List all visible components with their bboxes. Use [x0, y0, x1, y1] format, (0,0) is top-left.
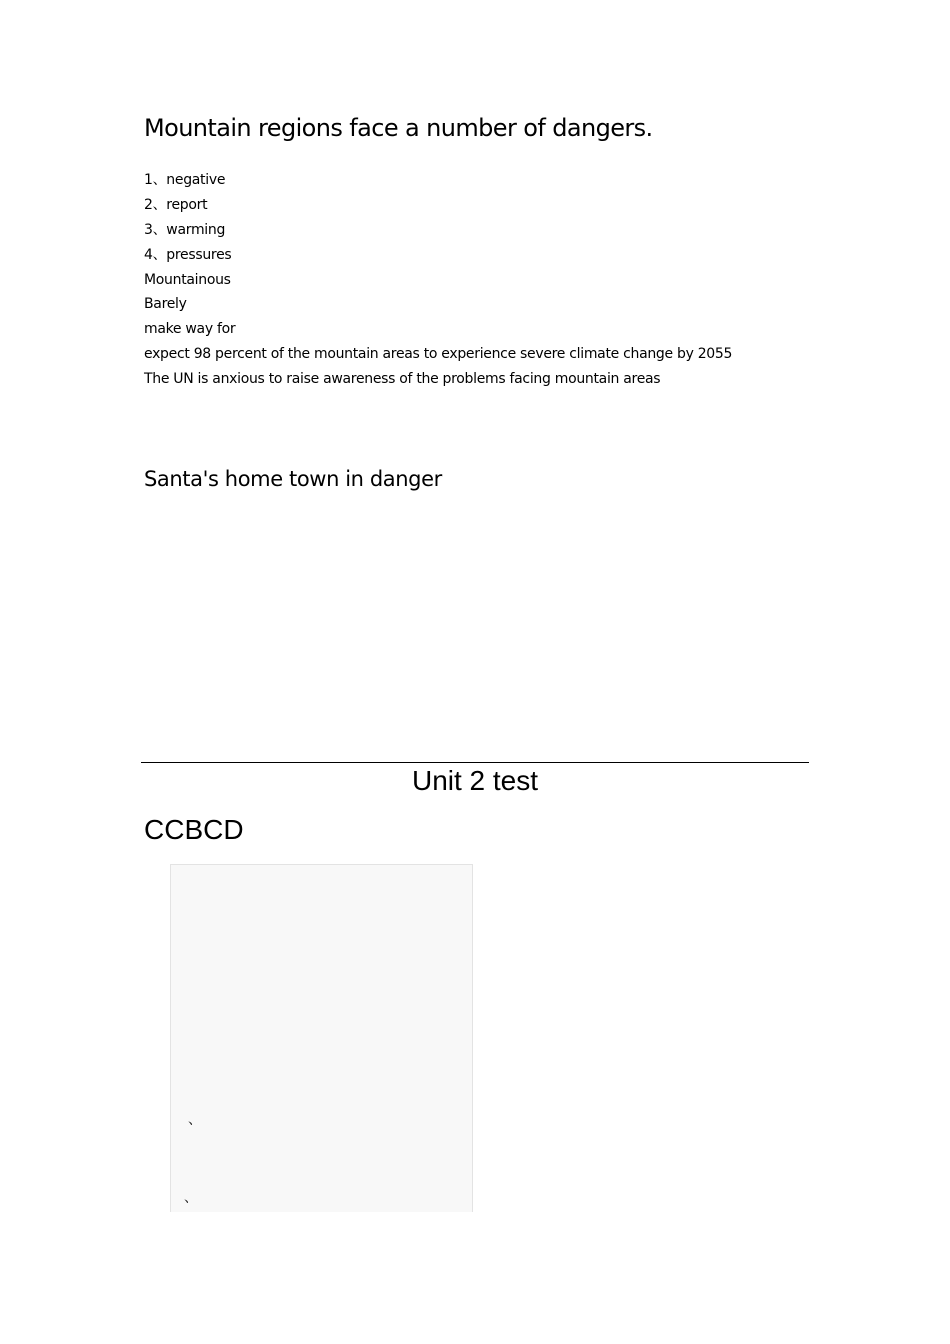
answer-list [144, 168, 732, 392]
section-heading-santa-home-town: Santa's home town in danger [144, 467, 442, 491]
answer-line: 2、report [144, 196, 208, 213]
answer-line: make way for [144, 321, 236, 338]
gray-panel [170, 864, 473, 1212]
answer-key: CCBCD [144, 814, 244, 845]
punctuation-mark: 、 [188, 1112, 202, 1128]
answer-line: The UN is anxious to raise awareness of the problems facing mountain areas [144, 371, 661, 388]
answer-line: Barely [144, 296, 187, 313]
section-heading-mountain-dangers: Mountain regions face a number of dangers. [144, 114, 653, 142]
answer-line: 4、pressures [144, 246, 232, 263]
punctuation-mark: 、 [184, 1190, 198, 1206]
answer-line: 3、warming [144, 221, 226, 238]
unit-title: Unit 2 test [411, 765, 539, 796]
answer-line: 1、negative [144, 172, 226, 188]
answer-line: expect 98 percent of the mountain areas to experience severe climate change by 2055 [144, 346, 733, 363]
answer-line: Mountainous [144, 271, 231, 288]
